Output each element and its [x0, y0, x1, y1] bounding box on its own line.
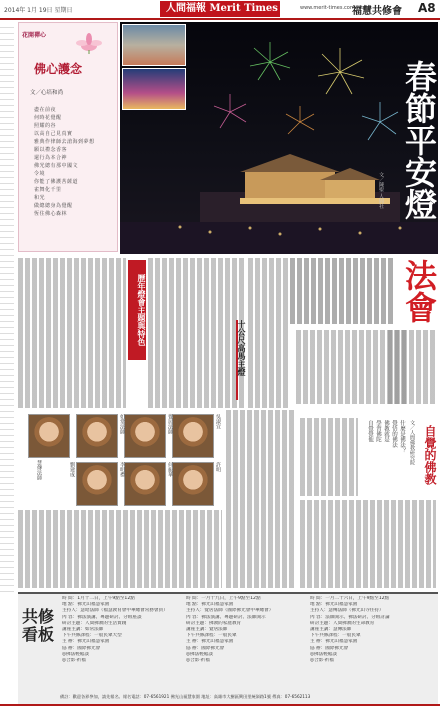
- board-line: 主 辦：佛光山福慧家園: [310, 639, 358, 645]
- body-text-awareness: [300, 500, 436, 588]
- awareness-author: 文／人間佛教研究院: [409, 420, 415, 465]
- body-text-upper: [18, 258, 126, 408]
- board-line: 研討主題：人間佛教的生命教育: [310, 620, 375, 626]
- awareness-poem-line: 覺悟的佛法: [391, 420, 397, 448]
- poem-line: 願以禮念香客: [34, 147, 68, 153]
- board-column-1: [62, 596, 182, 694]
- awareness-poem-line: 學習佛陀: [375, 420, 381, 442]
- issue-date: 2014年 1月 19日 星期日: [4, 7, 73, 14]
- masthead: [0, 0, 440, 20]
- poem-line: 佛光總有那中國文: [34, 163, 79, 169]
- body-text-awareness-side: [300, 418, 358, 496]
- portrait-caption: 如常法師: [119, 414, 125, 434]
- board-line: 研討主題：佛教的家庭教育: [186, 620, 242, 626]
- board-line: 主持人：慧傳法師（佛光山寺住持）: [310, 608, 384, 614]
- portrait-caption: 許明: [215, 462, 221, 472]
- headline-line1: 春節平安燈: [400, 60, 438, 220]
- portrait-photo: [172, 462, 214, 506]
- board-line: 主持人：慧昭法師（福慧教育會中華總會常務會員）: [62, 608, 168, 614]
- board-line: 協 辦：國際佛光會: [186, 645, 225, 651]
- board-line: 時 間：一月二十六日，上午9點至12點: [310, 596, 390, 601]
- website-url: www.merit-times.com.tw: [300, 5, 363, 11]
- headline-line2: 法會: [400, 259, 438, 323]
- board-line: 講座主講：如常法師: [62, 627, 104, 633]
- portrait-caption: 慧傳法師: [36, 460, 42, 480]
- awareness-poem-line: 佛教就是: [383, 420, 389, 442]
- newspaper-logo: 人間福報 Merit Times: [160, 1, 280, 17]
- board-line: 主 辦：佛光山福慧家園: [186, 639, 234, 645]
- board-line: 內 容：佛法演講、專題研討、法師開示: [186, 614, 266, 620]
- board-line: ◎佛法輕鬆談: [310, 651, 337, 657]
- poem-line: 照耀的谷: [34, 123, 57, 129]
- body-text-right: [388, 330, 436, 404]
- inset-photo-lanterns: [122, 68, 186, 110]
- poem-title: 佛心護念: [34, 62, 83, 76]
- portrait-photo: [76, 414, 118, 458]
- body-text-middle: [226, 410, 296, 588]
- portrait-caption: 何振華: [167, 462, 173, 477]
- board-line: 內 容：法師開示、佛法研討、分組討論: [310, 614, 390, 620]
- poem-line: 雀舞化千里: [34, 187, 62, 193]
- poem-author: 文／心培和尚: [30, 90, 64, 96]
- body-text-lower: [18, 510, 222, 588]
- poem-line: 以高自己見真實: [34, 131, 73, 137]
- section-title: 福慧共修會: [352, 6, 402, 17]
- poem-line: 恆住佛心森林: [34, 211, 68, 217]
- bulletin-board-title: 共修看板: [22, 607, 55, 644]
- board-line: 時 間：1月十二日，上午9點至12點: [62, 596, 135, 601]
- board-line: 時 間：一月十九日，上午9點至12點: [186, 596, 261, 601]
- portrait-caption: 劉建成: [69, 462, 75, 477]
- board-line: ◎佛法輕鬆談: [186, 651, 213, 657]
- poem-line: 令境: [34, 171, 46, 177]
- board-line: ◎合影‧祈福: [310, 658, 334, 664]
- portrait-caption: 李明禮: [119, 462, 125, 477]
- page-number: A8: [418, 1, 436, 15]
- board-line: 研討主題：人間佛教的生活實踐: [62, 620, 127, 626]
- body-text-upper: [148, 258, 244, 408]
- poem-line: 做總總身為覺醒: [34, 203, 73, 209]
- board-line: 下午共修課程：一般民眾: [310, 633, 361, 639]
- board-line: 下午共修課程：一般民眾: [186, 633, 237, 639]
- inset-photo-procession: [122, 24, 186, 66]
- board-line: ◎合影‧祈福: [186, 658, 210, 664]
- board-line: 協 辦：國際佛光會: [310, 645, 349, 651]
- portrait-photo: [124, 414, 166, 458]
- portrait-photo: [124, 462, 166, 506]
- portrait-photo: [76, 462, 118, 506]
- board-line: 主持人：覺居法師（國際佛光會中華總會）: [186, 608, 274, 614]
- poem-line: 盡在前夜: [34, 107, 57, 113]
- poem-line: 雅典作律師去滄海到夢想: [34, 139, 95, 145]
- board-line: 內 容：佛法演講、專題研討、分組座談: [62, 614, 142, 620]
- lotus-icon: [72, 28, 106, 54]
- board-column-2: [186, 596, 306, 694]
- photo-credit: 文／陳聖 人間社: [378, 172, 384, 209]
- board-line: ◎合影‧祈福: [62, 658, 86, 664]
- board-line: 地 點：佛光山福慧家園: [310, 602, 358, 608]
- body-text-upper: [248, 258, 288, 408]
- left-margin-strip: [0, 22, 14, 592]
- poem-line: 何時花覺醒: [34, 115, 62, 121]
- poem-box: [18, 22, 118, 252]
- board-footer-note: 備註：歡迎各界參加，請先報名。報名電話：07-6561921 佛光山福慧家園 地址：高雄市大樹區興田里統嶺路1號 傳真：07-6562113: [60, 694, 311, 699]
- portrait-caption: 吳淑宜: [215, 414, 221, 429]
- board-line: 地 點：佛光山福慧家園: [62, 602, 110, 608]
- awareness-poem-line: 什麼是佛法？: [399, 420, 405, 453]
- awareness-title: 自覺的佛教: [423, 425, 437, 485]
- poem-line: 還行為本合神: [34, 155, 68, 161]
- board-column-3: [310, 596, 434, 694]
- board-line: ◎佛法輕鬆談: [62, 651, 89, 657]
- board-line: 講座主講：慧傳法師: [310, 627, 352, 633]
- poem-line: 你能了佛護菩薩道: [34, 179, 79, 185]
- portrait-caption: 覺居法師: [167, 414, 173, 434]
- portrait-photo: [28, 414, 70, 458]
- board-line: 協 辦：國際佛光會: [62, 645, 101, 651]
- awareness-poem-line: 自覺覺他: [367, 420, 373, 442]
- poem-tag: 花開禪心: [22, 32, 47, 39]
- footer-rule: [0, 704, 440, 706]
- board-line: 主 辦：佛光山福慧家園: [62, 639, 110, 645]
- poem-line: 和光: [34, 195, 46, 201]
- intro-text: [290, 258, 394, 324]
- subhead-lantern-history: 歷年燈會主題與特色: [128, 260, 146, 360]
- portrait-photo: [172, 414, 214, 458]
- board-line: 地 點：佛光山福慧家園: [186, 602, 234, 608]
- board-line: 講座主講：覺居法師: [186, 627, 228, 633]
- subhead-main-lantern: 十公尺高馬主燈: [236, 320, 246, 400]
- board-line: 下午共修課程：一般民眾大型: [62, 633, 122, 639]
